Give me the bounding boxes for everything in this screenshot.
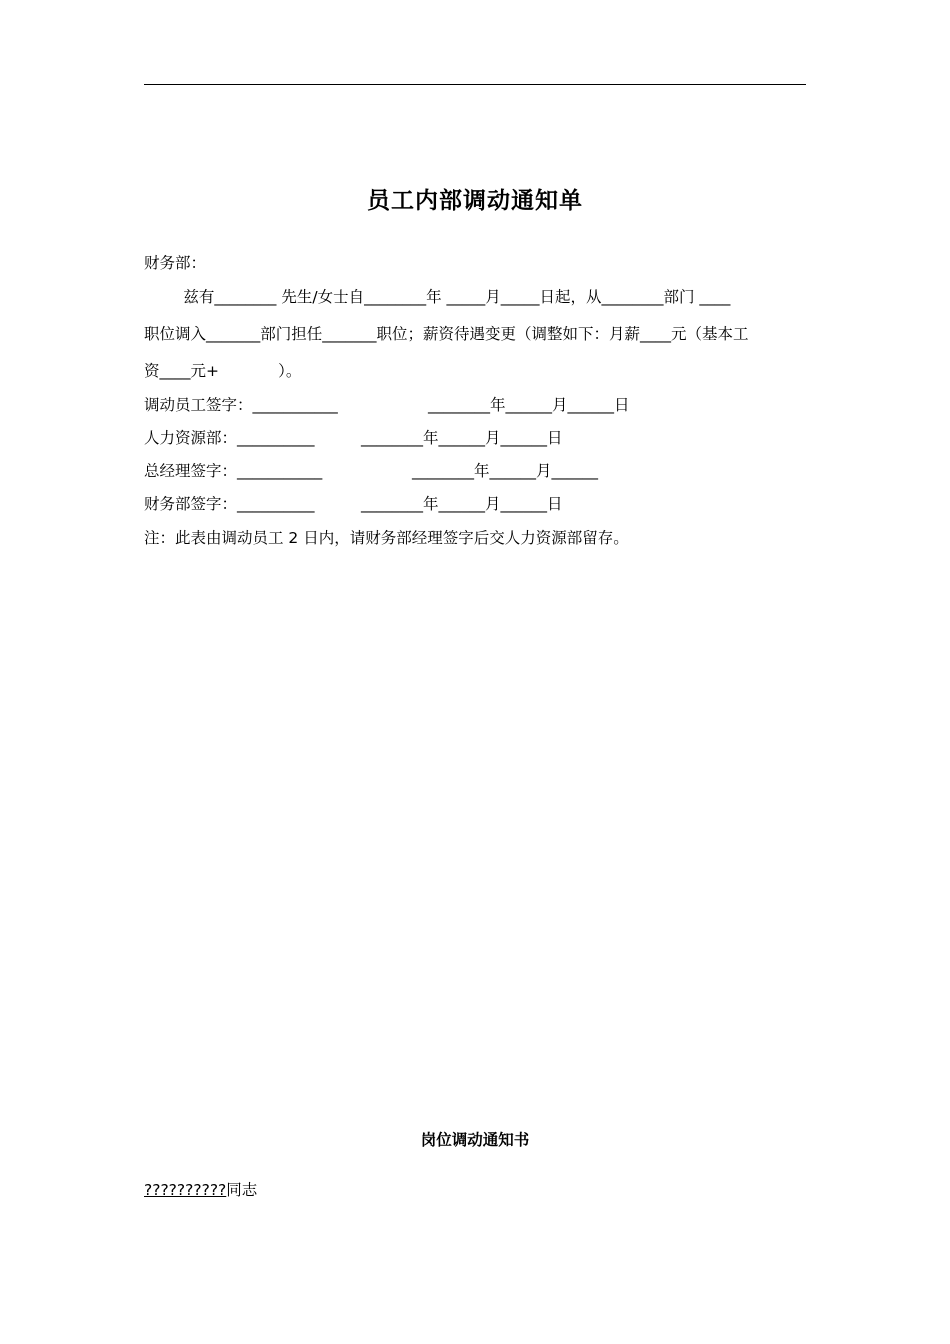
signature-date: ________年______月______日: [361, 495, 563, 513]
body-line-2: 职位调入_______部门担任_______职位；薪资待遇变更（调整如下：月薪____元（基本工: [144, 325, 749, 343]
signature-label: 财务部签字：__________: [144, 495, 315, 513]
body-line-1: 兹有________ 先生/女士自________年 _____月_____日起，从________部门 ____: [144, 288, 731, 306]
signature-date: ________年______月______: [412, 462, 599, 480]
signature-label: 人力资源部：__________: [144, 429, 315, 447]
recipient-line: [144, 1178, 257, 1200]
second-document-title: 岗位调动通知书: [420, 1131, 530, 1149]
document-title: 员工内部调动通知单: [367, 188, 583, 214]
body-line-3: 资____元+ ）。: [144, 362, 302, 380]
signature-date: ________年______月______日: [428, 396, 630, 414]
signature-label: 调动员工签字：___________: [144, 396, 338, 414]
addressee: 财务部：: [144, 254, 207, 272]
recipient-suffix: 同志: [226, 1181, 258, 1199]
footnote: 注：此表由调动员工 2 日内，请财务部经理签字后交人力资源部留存。: [144, 529, 629, 547]
recipient-blank: ??????????: [144, 1181, 227, 1199]
signature-date: ________年______月______日: [361, 429, 563, 447]
header-rule: [144, 84, 806, 85]
signature-label: 总经理签字：___________: [144, 462, 323, 480]
